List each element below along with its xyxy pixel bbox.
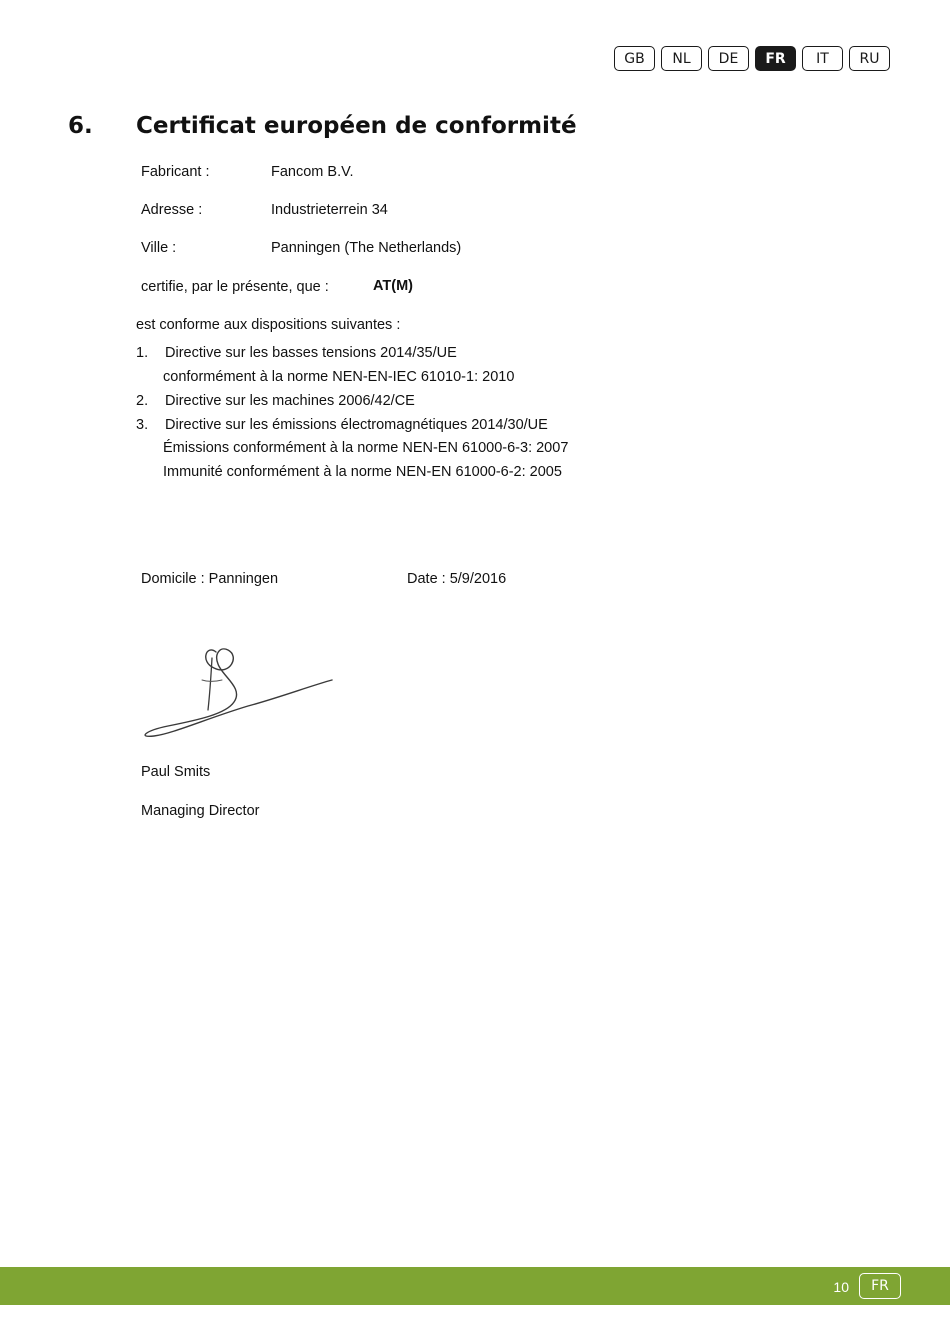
directive-title: Directive sur les machines 2006/42/CE	[165, 393, 415, 409]
signature-image	[138, 640, 338, 745]
manufacturer-label: Fabricant :	[141, 164, 210, 180]
address-value: Industrieterrein 34	[271, 202, 388, 218]
tab-language-fr[interactable]: FR	[755, 46, 796, 71]
city-value: Panningen (The Netherlands)	[271, 240, 462, 256]
section-number: 6.	[68, 113, 93, 139]
tab-language-nl[interactable]: NL	[661, 46, 702, 71]
page-title	[68, 113, 577, 139]
footer-bar	[0, 1267, 950, 1305]
directive-number: 3.	[136, 417, 149, 433]
signatory-name: Paul Smits	[141, 764, 211, 780]
tab-language-gb[interactable]: GB	[614, 46, 655, 71]
directive-title: Directive sur les émissions électromagnétiques 2014/30/UE	[165, 417, 548, 433]
language-tabs	[614, 46, 890, 71]
footer-language-badge: FR	[859, 1273, 901, 1299]
directive-title: Directive sur les basses tensions 2014/35/UE	[165, 345, 457, 361]
tab-language-it[interactable]: IT	[802, 46, 843, 71]
address-label: Adresse :	[141, 202, 203, 218]
city-label: Ville :	[141, 240, 177, 256]
certifies-label: certifie, par le présente, que :	[141, 279, 329, 295]
directive-number: 1.	[136, 345, 149, 361]
directive-detail: Émissions conformément à la norme NEN-EN 61000-6-3: 2007	[163, 440, 569, 456]
domicile: Domicile : Panningen	[141, 571, 279, 587]
directive-detail: conformément à la norme NEN-EN-IEC 61010-1: 2010	[163, 369, 515, 385]
signatory-role: Managing Director	[141, 803, 260, 819]
conforms-intro: est conforme aux dispositions suivantes :	[136, 317, 401, 333]
tab-language-de[interactable]: DE	[708, 46, 749, 71]
date: Date : 5/9/2016	[407, 571, 507, 587]
page-number: 10	[833, 1279, 849, 1295]
directive-detail: Immunité conformément à la norme NEN-EN 61000-6-2: 2005	[163, 464, 562, 480]
product-name: AT(M)	[373, 278, 413, 294]
manufacturer-value: Fancom B.V.	[271, 164, 354, 180]
section-title: Certificat européen de conformité	[136, 113, 577, 139]
tab-language-ru[interactable]: RU	[849, 46, 890, 71]
directive-number: 2.	[136, 393, 149, 409]
